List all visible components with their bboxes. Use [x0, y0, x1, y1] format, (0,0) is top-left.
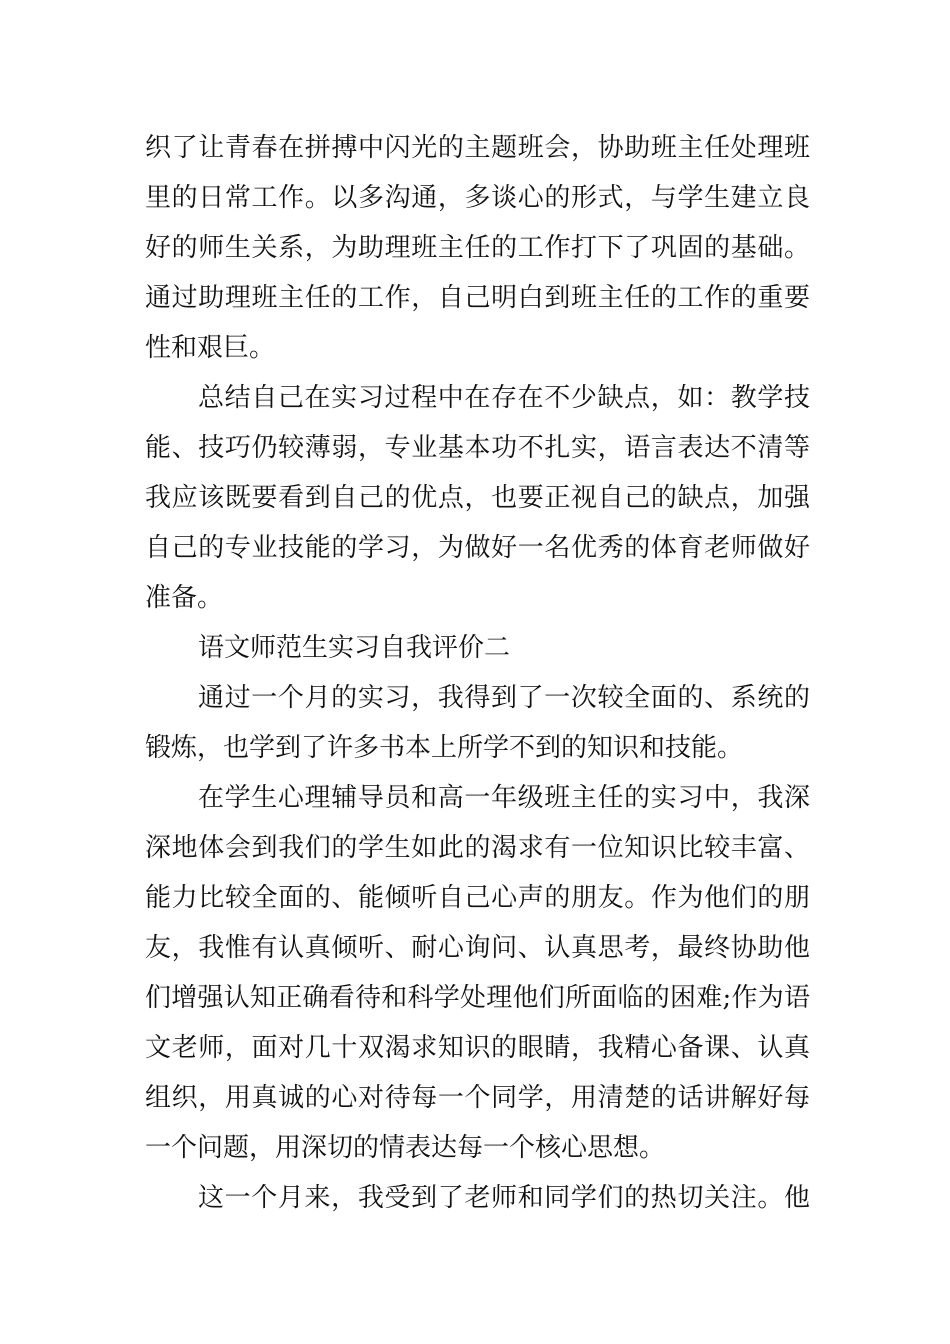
text-line: 织了让青春在拼搏中闪光的主题班会，协助班主任处理班 [145, 133, 810, 163]
paragraph-first-line: 通过一个月的实习，我得到了一次较全面的、系统的 [198, 683, 810, 713]
paragraph-first-line: 这一个月来，我受到了老师和同学们的热切关注。他 [198, 1183, 810, 1213]
text-line: 自己的专业技能的学习，为做好一名优秀的体育老师做好 [145, 533, 810, 563]
paragraph-first-line: 在学生心理辅导员和高一年级班主任的实习中，我深 [198, 783, 810, 813]
text-line: 们增强认知正确看待和科学处理他们所面临的困难;作为语 [145, 983, 810, 1013]
text-line: 通过助理班主任的工作，自己明白到班主任的工作的重要 [145, 283, 810, 313]
text-line: 友，我惟有认真倾听、耐心询问、认真思考，最终协助他 [145, 933, 810, 963]
text-line: 组织，用真诚的心对待每一个同学，用清楚的话讲解好每 [145, 1083, 810, 1113]
text-line: 性和艰巨。 [145, 333, 276, 363]
text-line: 准备。 [145, 583, 224, 613]
text-line: 我应该既要看到自己的优点，也要正视自己的缺点，加强 [145, 483, 810, 513]
text-line: 文老师，面对几十双渴求知识的眼睛，我精心备课、认真 [145, 1033, 810, 1063]
text-line: 深地体会到我们的学生如此的渴求有一位知识比较丰富、 [145, 833, 810, 863]
text-line: 能、技巧仍较薄弱，专业基本功不扎实，语言表达不清等 [145, 433, 810, 463]
text-line: 一个问题，用深切的情表达每一个核心思想。 [145, 1133, 666, 1163]
paragraph-first-line: 总结自己在实习过程中在存在不少缺点，如：教学技 [198, 383, 810, 413]
text-line: 好的师生关系，为助理班主任的工作打下了巩固的基础。 [145, 233, 810, 263]
text-line: 能力比较全面的、能倾听自己心声的朋友。作为他们的朋 [145, 883, 810, 913]
text-line: 锻炼，也学到了许多书本上所学不到的知识和技能。 [145, 733, 744, 763]
text-line: 里的日常工作。以多沟通，多谈心的形式，与学生建立良 [145, 183, 810, 213]
section-heading: 语文师范生实习自我评价二 [198, 633, 511, 663]
